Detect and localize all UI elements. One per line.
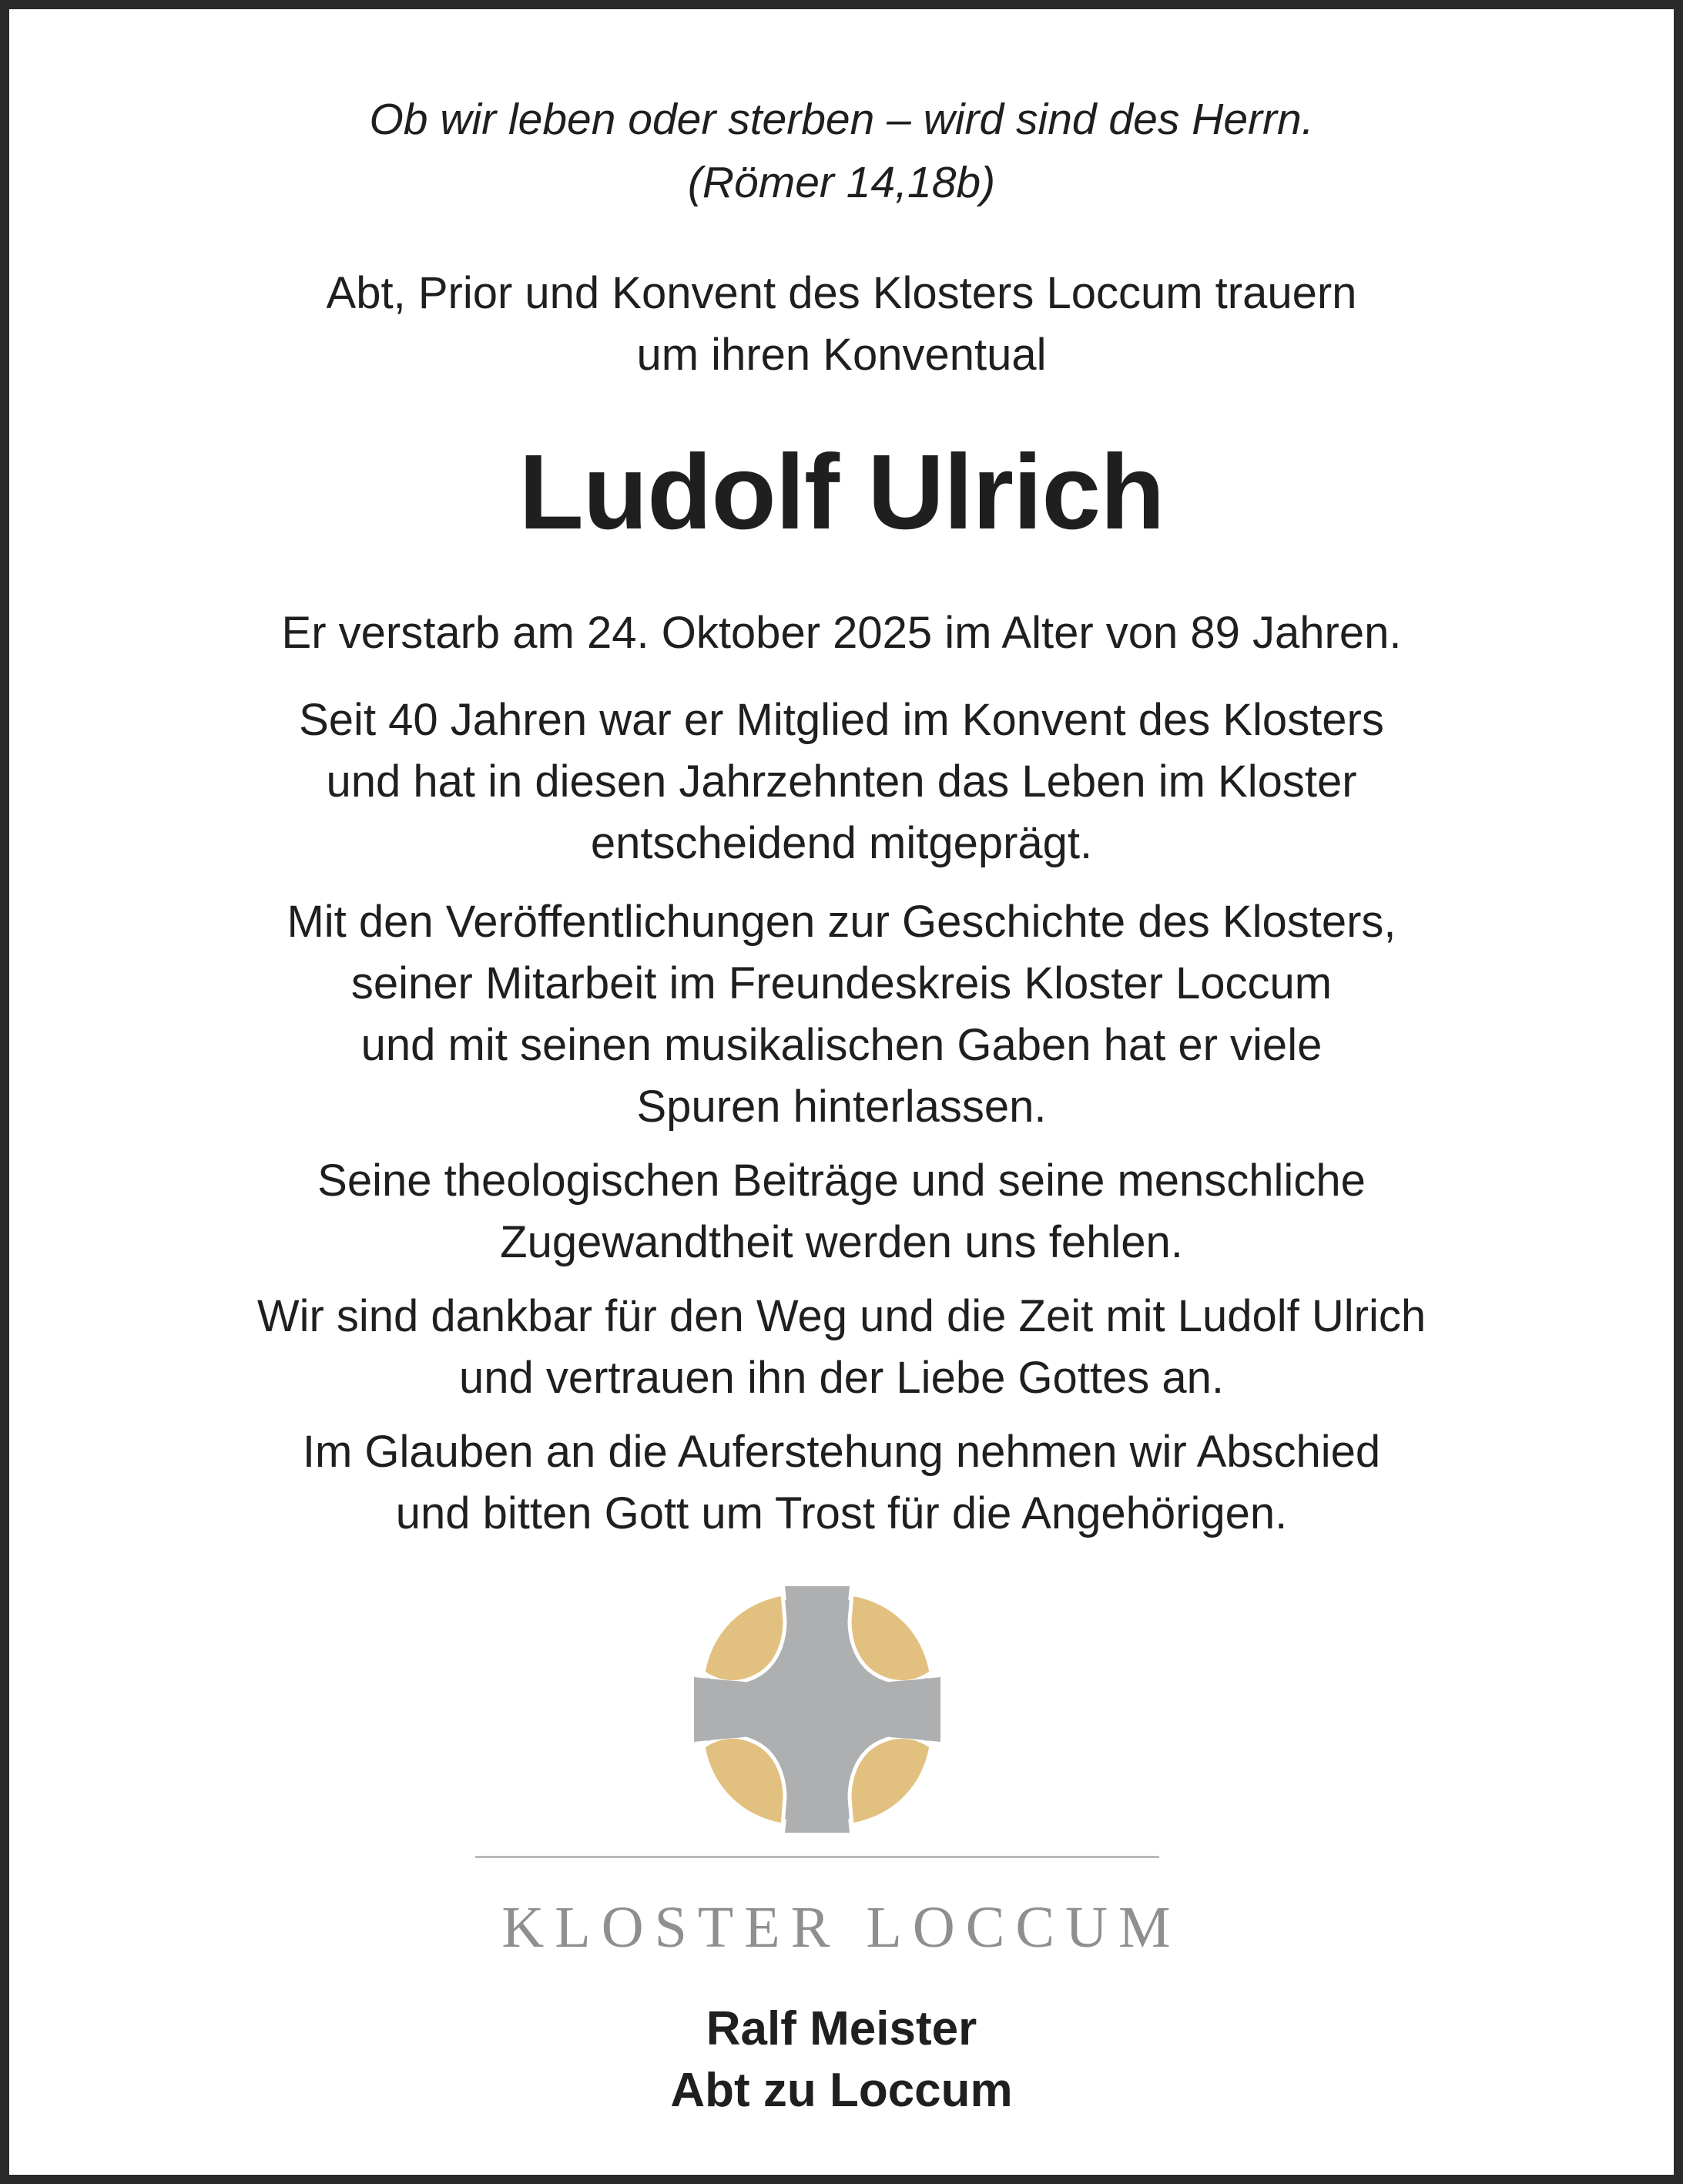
signatory-title: Abt zu Loccum — [670, 2064, 1013, 2117]
paragraph-line: und hat in diesen Jahrzehnten das Leben im Kloster — [326, 757, 1357, 807]
bible-verse — [18, 88, 1665, 214]
mourning-intro — [18, 263, 1665, 386]
paragraph-line: Wir sind dankbar für den Weg und die Zeit mit Ludolf Ulrich — [256, 1291, 1427, 1341]
paragraph-line: und mit seinen musikalischen Gaben hat er viele — [360, 1020, 1323, 1070]
logo-divider — [475, 1856, 1159, 1858]
kloster-wordmark: KLOSTER LOCCUM — [501, 1895, 1182, 1960]
verse-text: Ob wir leben oder sterben – wird sind des Herrn. — [369, 95, 1314, 144]
death-statement: Er verstarb am 24. Oktober 2025 im Alter von 89 Jahren. — [281, 608, 1402, 658]
paragraph-line: Spuren hinterlassen. — [636, 1082, 1047, 1132]
verse-reference: (Römer 14,18b) — [687, 158, 996, 207]
paragraph-line: Seit 40 Jahren war er Mitglied im Konvent des Klosters — [299, 695, 1384, 745]
paragraph-line: Im Glauben an die Auferstehung nehmen wir Abschied — [302, 1427, 1381, 1477]
intro-line: um ihren Konventual — [636, 330, 1047, 380]
paragraph-line: Zugewandtheit werden uns fehlen. — [500, 1217, 1183, 1267]
cross-center — [780, 1672, 854, 1746]
deceased-name: Ludolf Ulrich — [518, 433, 1165, 552]
tribute-paragraph — [18, 891, 1665, 1138]
tribute-paragraph — [18, 1421, 1665, 1545]
kloster-cross-icon — [694, 1586, 940, 1833]
tribute-paragraph — [18, 1150, 1665, 1273]
obituary-notice — [18, 18, 1665, 2166]
paragraph-line: seiner Mitarbeit im Freundeskreis Kloster Loccum — [350, 958, 1333, 1008]
paragraph-line: Seine theologischen Beiträge und seine menschliche — [317, 1156, 1366, 1206]
intro-line: Abt, Prior und Konvent des Klosters Loccum trauern — [326, 268, 1357, 318]
paragraph-line: entscheidend mitgeprägt. — [590, 818, 1093, 868]
paragraph-line: und bitten Gott um Trost für die Angehörigen. — [395, 1488, 1288, 1538]
paragraph-line: Mit den Veröffentlichungen zur Geschichte des Klosters, — [287, 897, 1396, 947]
tribute-paragraph — [18, 689, 1665, 874]
signatory-name: Ralf Meister — [706, 2002, 977, 2055]
signature-block — [18, 1998, 1665, 2122]
paragraph-line: und vertrauen ihn der Liebe Gottes an. — [458, 1353, 1225, 1403]
tribute-paragraph — [18, 1286, 1665, 1409]
